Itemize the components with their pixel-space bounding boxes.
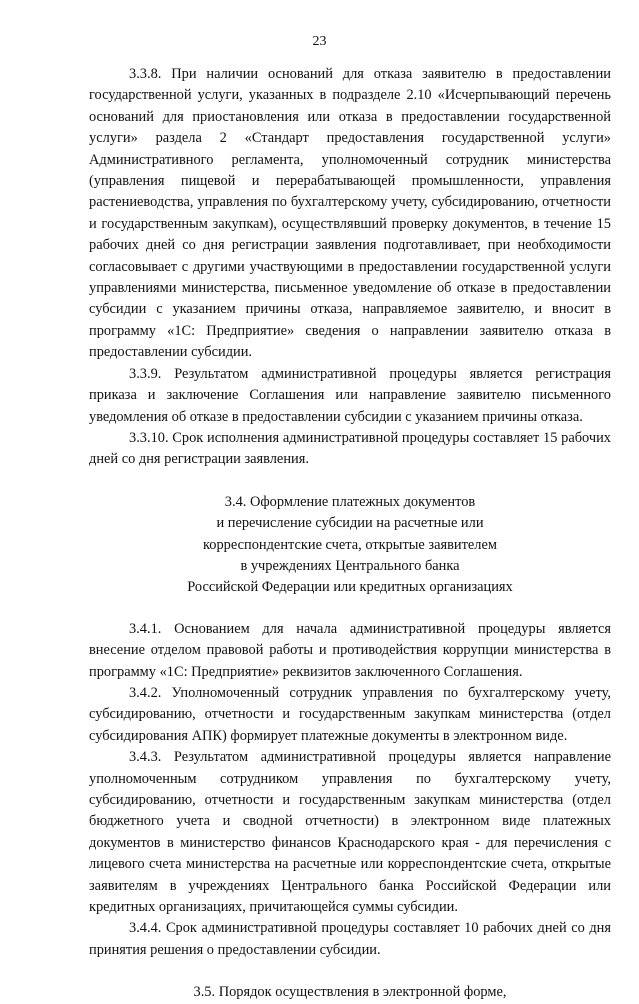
section-heading-line: Российской Федерации или кредитных организациях	[187, 579, 513, 596]
page-number: 23	[312, 34, 327, 49]
spacer	[89, 471, 611, 492]
paragraph-3-4-1: 3.4.1. Основанием для начала административной процедуры является внесение отделом правовой работы и противодействия коррупции министерства в программу «1С: Предприятие» реквизитов заключенного Соглашения.	[89, 620, 611, 680]
section-heading-line: 3.5. Порядок осуществления в электронной форме,	[193, 984, 507, 1001]
section-heading-line: 3.4. Оформление платежных документов	[224, 493, 476, 510]
section-heading-line: в учреждениях Центрального банка	[240, 557, 460, 574]
paragraph-3-4-2: 3.4.2. Уполномоченный сотрудник управления по бухгалтерскому учету, субсидированию, отчетности и государственным закупкам министерства (отдел субсидирования АПК) формирует платежные документы в электронном виде.	[89, 684, 611, 744]
spacer	[89, 599, 611, 619]
section-heading-3-4	[89, 492, 611, 599]
section-heading-line: корреспондентские счета, открытые заявителем	[203, 536, 497, 553]
paragraph-3-4-4: 3.4.4. Срок административной процедуры составляет 10 рабочих дней со дня принятия решения о предоставлении субсидии.	[89, 920, 611, 958]
document-body	[89, 64, 611, 1004]
paragraph-3-3-9: 3.3.9. Результатом административной процедуры является регистрация приказа и заключение Соглашения или направление заявителю письменного уведомления об отказе в предоставлении субсидии с указанием причины отказа.	[89, 365, 611, 425]
paragraph-3-4-3: 3.4.3. Результатом административной процедуры является направление уполномоченным сотрудником управления по бухгалтерскому учету, субсидированию, отчетности и государственным закупкам министерства (отдел бюджетного учета и сводной отчетности) в электронном виде платежных документов в министерство финансов Краснодарского края - для перечисления с лицевого счета министерства на расчетные или корреспондентские счета, открытые заявителям в учреждениях Центрального банка Российской Федерации или кредитных организациях, причитающейся суммы субсидии.	[89, 749, 611, 916]
section-heading-line: и перечисление субсидии на расчетные или	[216, 515, 484, 532]
paragraph-3-3-8: 3.3.8. При наличии оснований для отказа заявителю в предоставлении государственной услуги, указанных в подразделе 2.10 «Исчерпывающий перечень оснований для приостановления или отказа в предоставлении государственной услуги» раздела 2 «Стандарт предоставления государственной услуги» Административного регламента, уполномоченный сотрудник министерства (управления пищевой и перерабатывающей промышленности, управления растениеводства, управления по бухгалтерскому учету, субсидированию, отчетности и государственным закупкам), осуществлявший проверку документов, в течение 15 рабочих дней со дня регистрации заявления подготавливает, при необходимости согласовывает с другими участвующими в предоставлении государственной услуги управлениями министерства, письменное уведомление об отказе в предоставлении субсидии с указанием причины отказа, направляемое заявителю, и вносит в программу «1С: Предприятие» сведения о направлении заявителю отказа в предоставлении субсидии.	[89, 66, 611, 361]
spacer	[89, 961, 611, 982]
paragraph-3-3-10: 3.3.10. Срок исполнения административной процедуры составляет 15 рабочих дней со дня регистрации заявления.	[89, 429, 611, 468]
section-heading-3-5	[89, 982, 611, 1003]
